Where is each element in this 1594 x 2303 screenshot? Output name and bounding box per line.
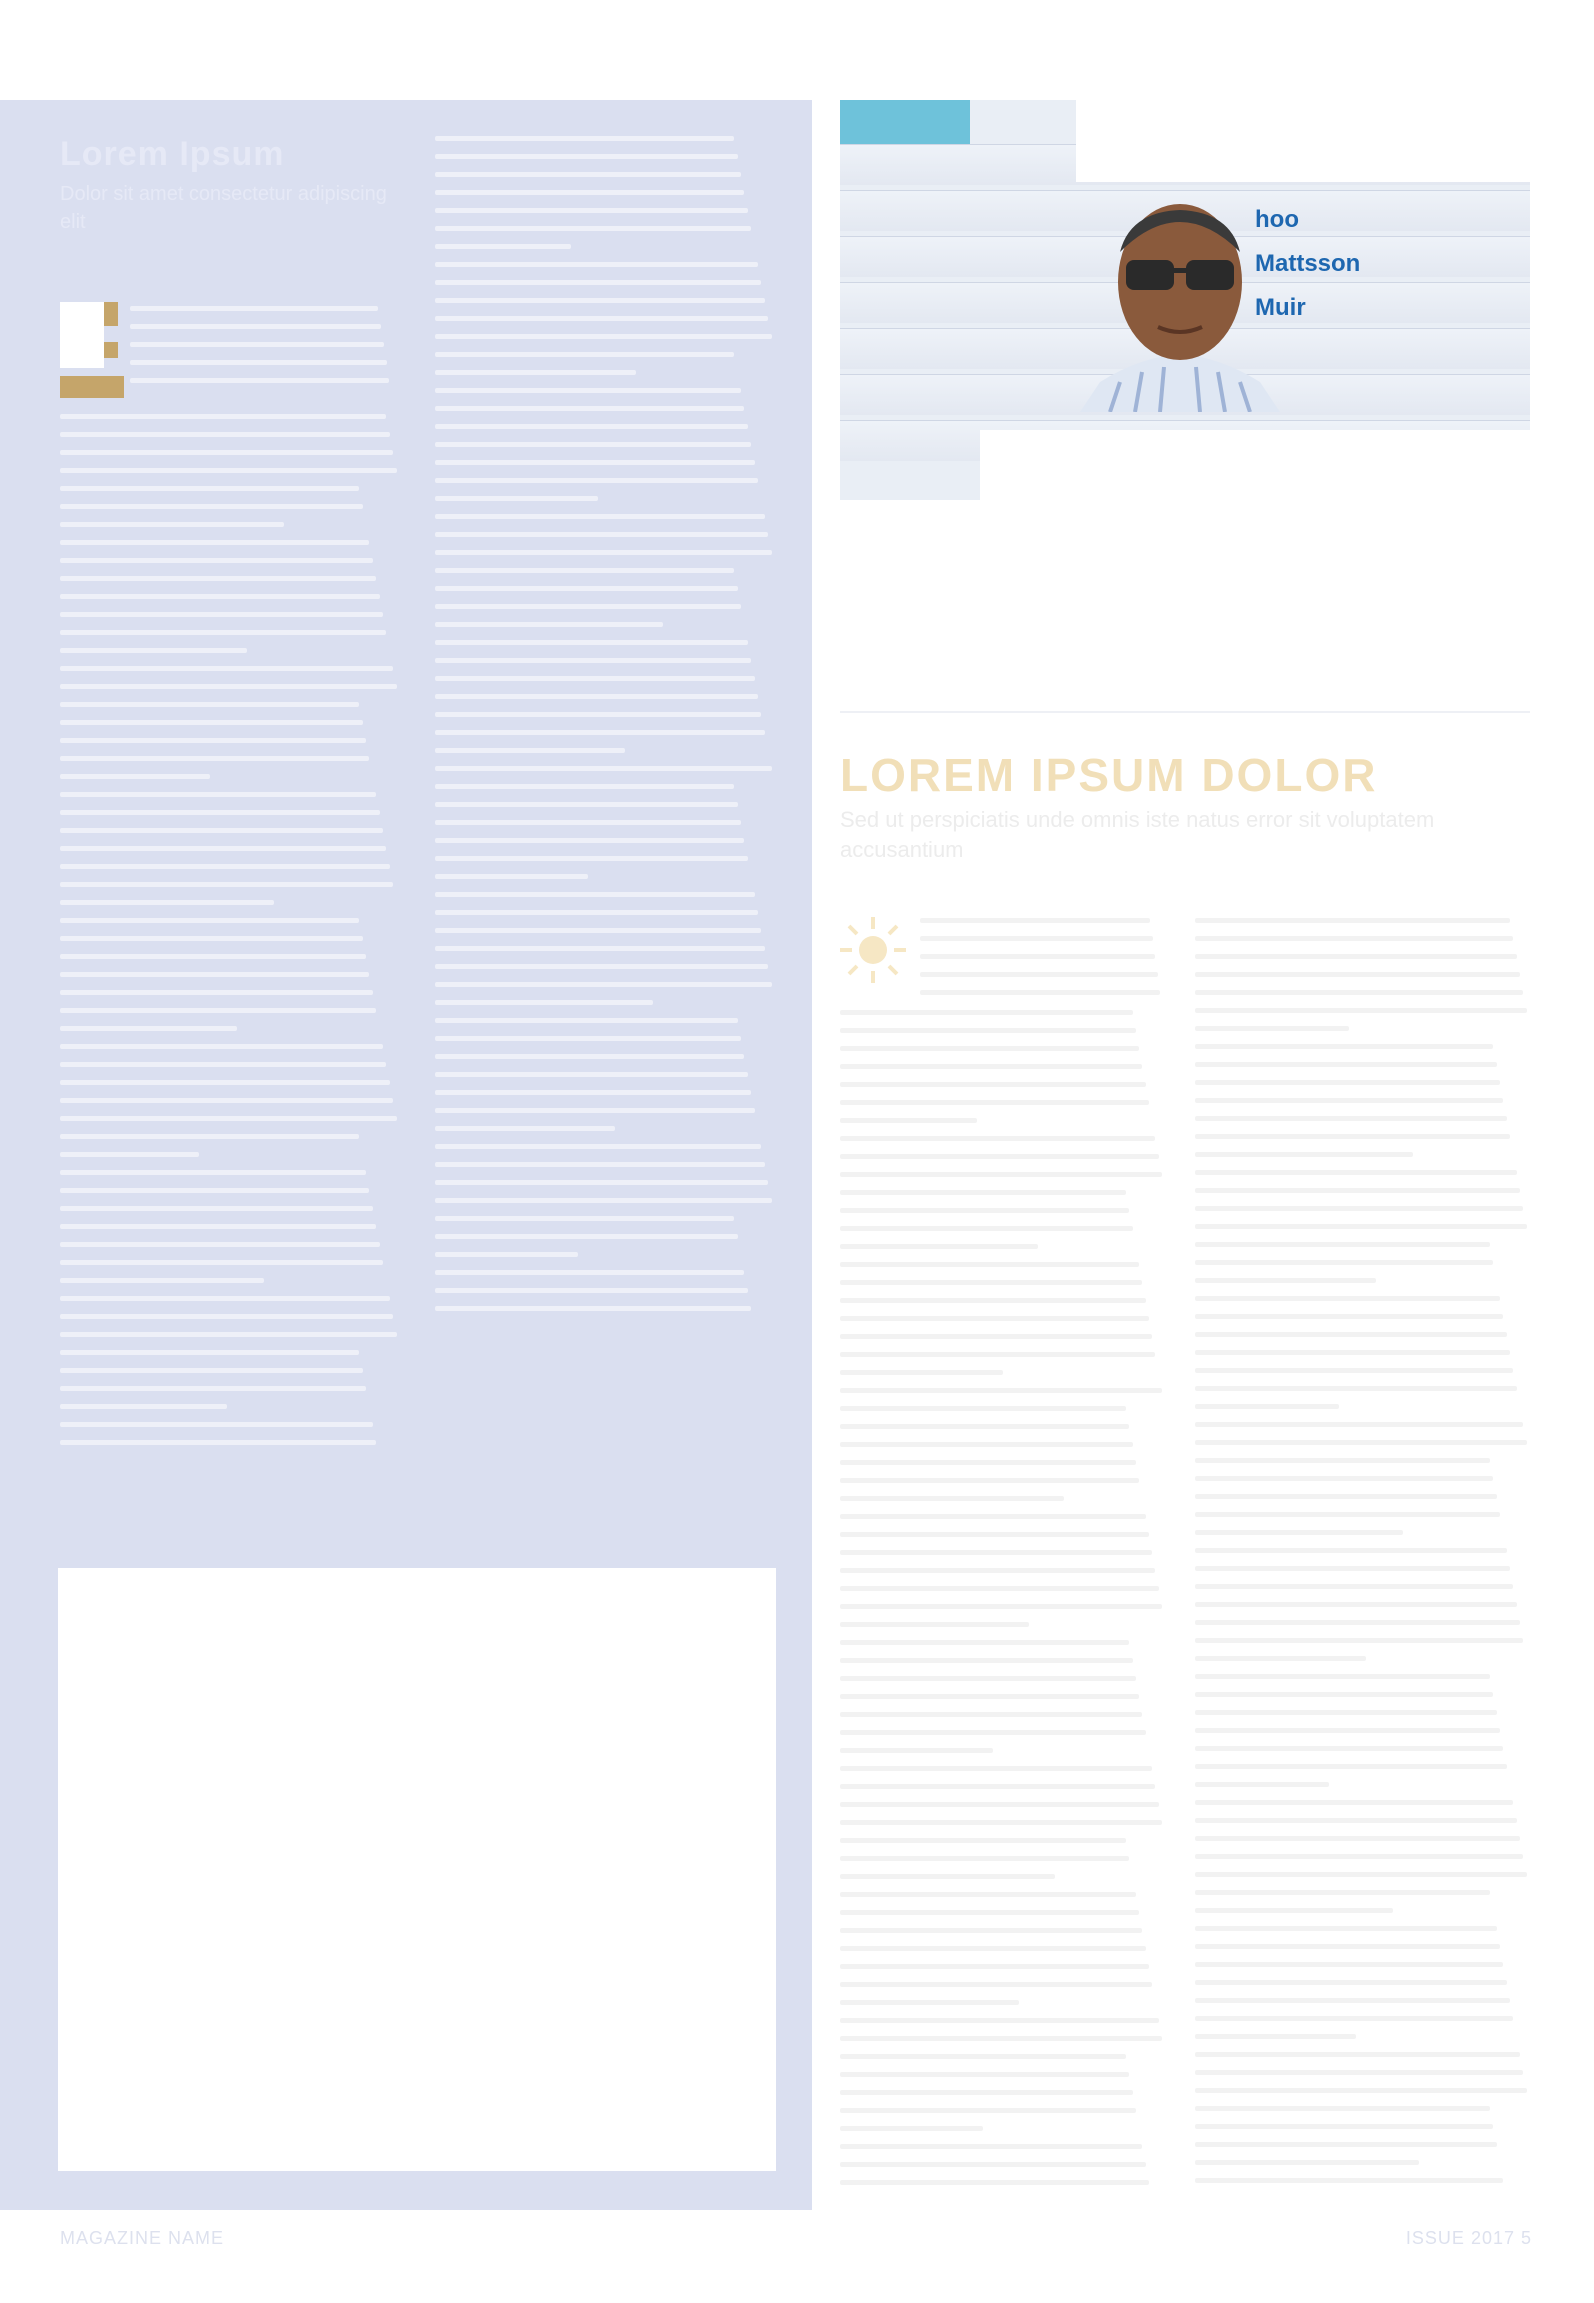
portrait-photo <box>840 100 1530 500</box>
text-line <box>1195 1224 1527 1229</box>
text-line <box>1195 1962 1503 1967</box>
text-line <box>60 612 383 617</box>
text-line <box>60 1026 237 1031</box>
text-line <box>435 478 758 483</box>
text-line <box>840 2000 1019 2005</box>
text-line <box>840 1946 1146 1951</box>
text-line <box>840 1460 1136 1465</box>
text-line <box>60 1044 383 1049</box>
text-line <box>1195 1278 1376 1283</box>
text-line <box>60 1404 227 1409</box>
text-line <box>1195 2124 1493 2129</box>
text-line <box>1195 1548 1507 1553</box>
text-line <box>435 1144 761 1149</box>
text-line <box>1195 1926 1497 1931</box>
text-line <box>130 378 389 383</box>
text-line <box>840 1298 1146 1303</box>
text-line <box>1195 1044 1493 1049</box>
text-line <box>1195 1944 1500 1949</box>
text-line <box>435 982 772 987</box>
text-line <box>840 1694 1139 1699</box>
text-line <box>60 666 393 671</box>
text-line <box>840 1388 1162 1393</box>
text-line <box>840 1478 1139 1483</box>
text-line <box>1195 1296 1500 1301</box>
text-line <box>435 856 748 861</box>
text-line <box>1195 1980 1507 1985</box>
text-line <box>60 846 386 851</box>
text-line <box>60 954 366 959</box>
text-line <box>1195 1368 1513 1373</box>
text-line <box>435 892 755 897</box>
text-line <box>840 1190 1126 1195</box>
text-line <box>1195 1728 1500 1733</box>
text-line <box>840 1064 1142 1069</box>
text-line <box>60 1098 393 1103</box>
text-line <box>1195 1692 1493 1697</box>
text-line <box>435 766 772 771</box>
text-line <box>435 694 758 699</box>
text-line <box>840 1028 1136 1033</box>
text-line <box>1195 1530 1403 1535</box>
text-line <box>435 1180 768 1185</box>
text-line <box>840 1424 1129 1429</box>
text-line <box>130 306 378 311</box>
text-line <box>840 1046 1139 1051</box>
text-line <box>1195 1386 1517 1391</box>
text-line <box>435 226 751 231</box>
text-line <box>840 1856 1129 1861</box>
text-line <box>60 1080 390 1085</box>
text-line <box>840 2036 1162 2041</box>
text-line <box>840 1172 1162 1177</box>
board-name-1: hoo <box>1255 206 1299 233</box>
text-line <box>60 828 383 833</box>
text-line <box>1195 1080 1500 1085</box>
text-line <box>1195 1062 1497 1067</box>
text-line <box>60 1170 366 1175</box>
text-line <box>60 684 397 689</box>
text-line <box>435 424 748 429</box>
text-line <box>840 2090 1133 2095</box>
text-line <box>1195 1476 1493 1481</box>
text-line <box>435 172 741 177</box>
sun-dropcap-icon <box>838 915 908 985</box>
text-line <box>60 738 366 743</box>
drop-cap <box>60 302 124 398</box>
text-line <box>60 1422 373 1427</box>
text-line <box>1195 2052 1520 2057</box>
text-line <box>60 1350 359 1355</box>
text-line <box>840 2108 1136 2113</box>
text-line <box>60 972 369 977</box>
text-line <box>60 1386 366 1391</box>
text-line <box>840 1784 1155 1789</box>
text-line <box>435 676 755 681</box>
text-line <box>1195 1656 1366 1661</box>
text-line <box>1195 1134 1510 1139</box>
text-line <box>1195 1152 1413 1157</box>
text-line <box>435 370 636 375</box>
text-line <box>1195 1998 1510 2003</box>
text-line <box>840 2180 1149 2185</box>
text-line <box>60 756 369 761</box>
text-line <box>840 1100 1149 1105</box>
text-line <box>435 802 738 807</box>
text-line <box>60 1062 386 1067</box>
text-line <box>840 1640 1129 1645</box>
text-line <box>1195 1116 1507 1121</box>
text-line <box>1195 1440 1527 1445</box>
text-line <box>1195 2160 1419 2165</box>
text-line <box>920 954 1155 959</box>
text-line <box>1195 936 1513 941</box>
text-line <box>1195 1566 1510 1571</box>
text-line <box>435 1072 748 1077</box>
text-line <box>60 720 363 725</box>
text-line <box>1195 1818 1517 1823</box>
text-line <box>435 658 751 663</box>
section-divider <box>840 711 1530 713</box>
text-line <box>1195 1458 1490 1463</box>
text-line <box>435 712 761 717</box>
text-line <box>840 1802 1159 1807</box>
text-line <box>60 1188 369 1193</box>
text-line <box>1195 972 1520 977</box>
text-line <box>60 774 210 779</box>
text-line <box>435 388 741 393</box>
text-line <box>840 2126 983 2131</box>
text-line <box>130 342 384 347</box>
text-line <box>435 586 738 591</box>
text-line <box>840 2072 1129 2077</box>
text-line <box>840 1352 1155 1357</box>
text-line <box>840 1658 1133 1663</box>
text-line <box>60 522 284 527</box>
text-line <box>1195 1350 1510 1355</box>
text-line <box>840 1154 1159 1159</box>
text-line <box>435 622 663 627</box>
text-line <box>435 1252 578 1257</box>
text-line <box>435 1018 738 1023</box>
text-line <box>840 1622 1029 1627</box>
text-line <box>840 1496 1064 1501</box>
text-line <box>60 936 363 941</box>
text-line <box>1195 954 1517 959</box>
text-line <box>435 784 734 789</box>
text-line <box>840 1712 1142 1717</box>
text-line <box>840 1676 1136 1681</box>
text-line <box>435 136 734 141</box>
text-line <box>1195 1314 1503 1319</box>
text-line <box>435 334 772 339</box>
text-line <box>1195 918 1510 923</box>
text-line <box>60 702 359 707</box>
text-line <box>60 810 380 815</box>
left-column-1-text <box>60 414 400 1458</box>
text-line <box>60 594 380 599</box>
text-line <box>1195 1422 1523 1427</box>
text-line <box>60 900 274 905</box>
text-line <box>920 990 1160 995</box>
text-line <box>1195 1584 1513 1589</box>
text-line <box>1195 2070 1523 2075</box>
text-line <box>435 298 765 303</box>
text-line <box>840 1604 1162 1609</box>
text-line <box>60 540 369 545</box>
text-line <box>840 2144 1142 2149</box>
text-line <box>435 1036 741 1041</box>
text-line <box>60 1116 397 1121</box>
left-column-1-text-head <box>130 306 400 396</box>
text-line <box>840 1226 1133 1231</box>
text-line <box>435 820 741 825</box>
text-line <box>1195 1890 1490 1895</box>
right-article-title: LOREM IPSUM DOLOR <box>840 749 1378 801</box>
text-line <box>435 460 755 465</box>
text-line <box>840 1928 1142 1933</box>
footer-publication: MAGAZINE NAME <box>60 2228 225 2248</box>
text-line <box>60 1008 376 1013</box>
text-line <box>435 1054 744 1059</box>
right-column-1-text-head <box>920 918 1165 1008</box>
text-line <box>840 1010 1133 1015</box>
text-line <box>840 1208 1129 1213</box>
text-line <box>60 1278 264 1283</box>
text-line <box>840 1838 1126 1843</box>
board-name-3: Muir <box>1255 294 1306 321</box>
text-line <box>435 1234 738 1239</box>
text-line <box>435 1306 751 1311</box>
text-line <box>435 352 734 357</box>
text-line <box>435 910 758 915</box>
text-line <box>60 1440 376 1445</box>
text-line <box>60 558 373 563</box>
text-line <box>920 936 1153 941</box>
left-column-2-text <box>435 136 775 1324</box>
text-line <box>840 1136 1155 1141</box>
text-line <box>840 1244 1038 1249</box>
text-line <box>1195 1494 1497 1499</box>
text-line <box>840 2162 1146 2167</box>
text-line <box>1195 1764 1507 1769</box>
text-line <box>60 576 376 581</box>
text-line <box>840 1316 1149 1321</box>
text-line <box>435 1198 772 1203</box>
text-line <box>1195 1710 1497 1715</box>
text-line <box>1195 1620 1520 1625</box>
text-line <box>840 1730 1146 1735</box>
text-line <box>60 1242 380 1247</box>
text-line <box>1195 2142 1497 2147</box>
text-line <box>435 1288 748 1293</box>
text-line <box>840 1514 1146 1519</box>
text-line <box>60 630 386 635</box>
text-line <box>920 972 1158 977</box>
text-line <box>435 550 772 555</box>
text-line <box>435 1162 765 1167</box>
text-line <box>435 514 765 519</box>
text-line <box>435 568 734 573</box>
text-line <box>435 280 761 285</box>
text-line <box>840 1442 1133 1447</box>
text-line <box>435 208 748 213</box>
text-line <box>840 2018 1159 2023</box>
left-article-title: Lorem Ipsum <box>60 135 285 173</box>
person-portrait <box>1080 182 1280 412</box>
text-line <box>840 2054 1126 2059</box>
right-article-subtitle: Sed ut perspiciatis unde omnis iste natus error sit voluptatem accusantium <box>840 807 1435 862</box>
text-line <box>60 882 393 887</box>
text-line <box>60 1134 359 1139</box>
text-line <box>435 190 744 195</box>
text-line <box>1195 1026 1349 1031</box>
text-line <box>840 1748 993 1753</box>
text-line <box>60 414 386 419</box>
text-line <box>60 792 376 797</box>
text-line <box>1195 1854 1523 1859</box>
text-line <box>840 1964 1149 1969</box>
text-line <box>60 1368 363 1373</box>
text-line <box>60 648 247 653</box>
text-line <box>840 1568 1155 1573</box>
text-line <box>435 748 625 753</box>
text-line <box>60 450 393 455</box>
text-line <box>435 1108 755 1113</box>
text-line <box>1195 1098 1503 1103</box>
right-column-1-text <box>840 1010 1165 2198</box>
text-line <box>60 918 359 923</box>
text-line <box>435 442 751 447</box>
text-line <box>435 946 765 951</box>
text-line <box>1195 1638 1523 1643</box>
text-line <box>1195 1206 1523 1211</box>
text-line <box>1195 2178 1503 2183</box>
text-line <box>60 1314 393 1319</box>
text-line <box>130 324 381 329</box>
text-line <box>840 1766 1152 1771</box>
text-line <box>435 838 744 843</box>
text-line <box>435 1270 744 1275</box>
board-name-2: Mattsson <box>1255 250 1361 277</box>
text-line <box>435 874 588 879</box>
text-line <box>60 504 363 509</box>
text-line <box>435 604 741 609</box>
text-line <box>840 1082 1146 1087</box>
text-line <box>435 640 748 645</box>
text-line <box>840 1532 1149 1537</box>
text-line <box>435 532 768 537</box>
text-line <box>1195 1908 1393 1913</box>
text-line <box>1195 1674 1490 1679</box>
text-line <box>1195 1782 1329 1787</box>
text-line <box>840 1406 1126 1411</box>
text-line <box>840 1874 1055 1879</box>
text-line <box>1195 2016 1513 2021</box>
text-line <box>60 990 373 995</box>
text-line <box>840 1982 1152 1987</box>
text-line <box>1195 1170 1517 1175</box>
text-line <box>1195 1260 1493 1265</box>
text-line <box>60 1260 383 1265</box>
text-line <box>60 864 390 869</box>
text-line <box>60 1332 397 1337</box>
text-line <box>435 244 571 249</box>
text-line <box>1195 1404 1339 1409</box>
text-line <box>840 1550 1152 1555</box>
text-line <box>435 406 744 411</box>
text-line <box>1195 1800 1513 1805</box>
text-line <box>435 262 758 267</box>
text-line <box>60 468 397 473</box>
left-article-subtitle: Dolor sit amet consectetur adipiscing elit <box>60 183 387 233</box>
text-line <box>60 1206 373 1211</box>
text-line <box>435 1126 615 1131</box>
text-line <box>840 1280 1142 1285</box>
text-line <box>130 360 387 365</box>
text-line <box>60 486 359 491</box>
text-line <box>1195 1188 1520 1193</box>
text-line <box>920 918 1150 923</box>
right-column-2-text <box>1195 918 1530 2196</box>
text-line <box>1195 990 1523 995</box>
text-line <box>1195 1332 1507 1337</box>
text-line <box>435 928 761 933</box>
text-line <box>435 1090 751 1095</box>
text-line <box>840 1118 977 1123</box>
text-line <box>1195 1872 1527 1877</box>
text-line <box>840 1820 1162 1825</box>
text-line <box>435 1000 653 1005</box>
text-line <box>840 1334 1152 1339</box>
text-line <box>1195 2088 1527 2093</box>
text-line <box>60 1296 390 1301</box>
text-line <box>1195 2034 1356 2039</box>
text-line <box>1195 1746 1503 1751</box>
text-line <box>60 432 390 437</box>
text-line <box>840 1370 1003 1375</box>
text-line <box>435 496 598 501</box>
text-line <box>435 730 765 735</box>
text-line <box>840 1892 1136 1897</box>
text-line <box>435 316 768 321</box>
advertisement-box <box>58 1568 776 2171</box>
text-line <box>60 1152 199 1157</box>
text-line <box>1195 1242 1490 1247</box>
text-line <box>435 964 768 969</box>
text-line <box>840 1910 1139 1915</box>
text-line <box>1195 1836 1520 1841</box>
footer-page-info: ISSUE 2017 5 <box>1405 2228 1532 2248</box>
text-line <box>1195 1008 1527 1013</box>
text-line <box>840 1586 1159 1591</box>
text-line <box>60 1224 376 1229</box>
text-line <box>435 1216 734 1221</box>
text-line <box>1195 2106 1490 2111</box>
text-line <box>1195 1602 1517 1607</box>
text-line <box>1195 1512 1500 1517</box>
text-line <box>435 154 738 159</box>
text-line <box>840 1262 1139 1267</box>
